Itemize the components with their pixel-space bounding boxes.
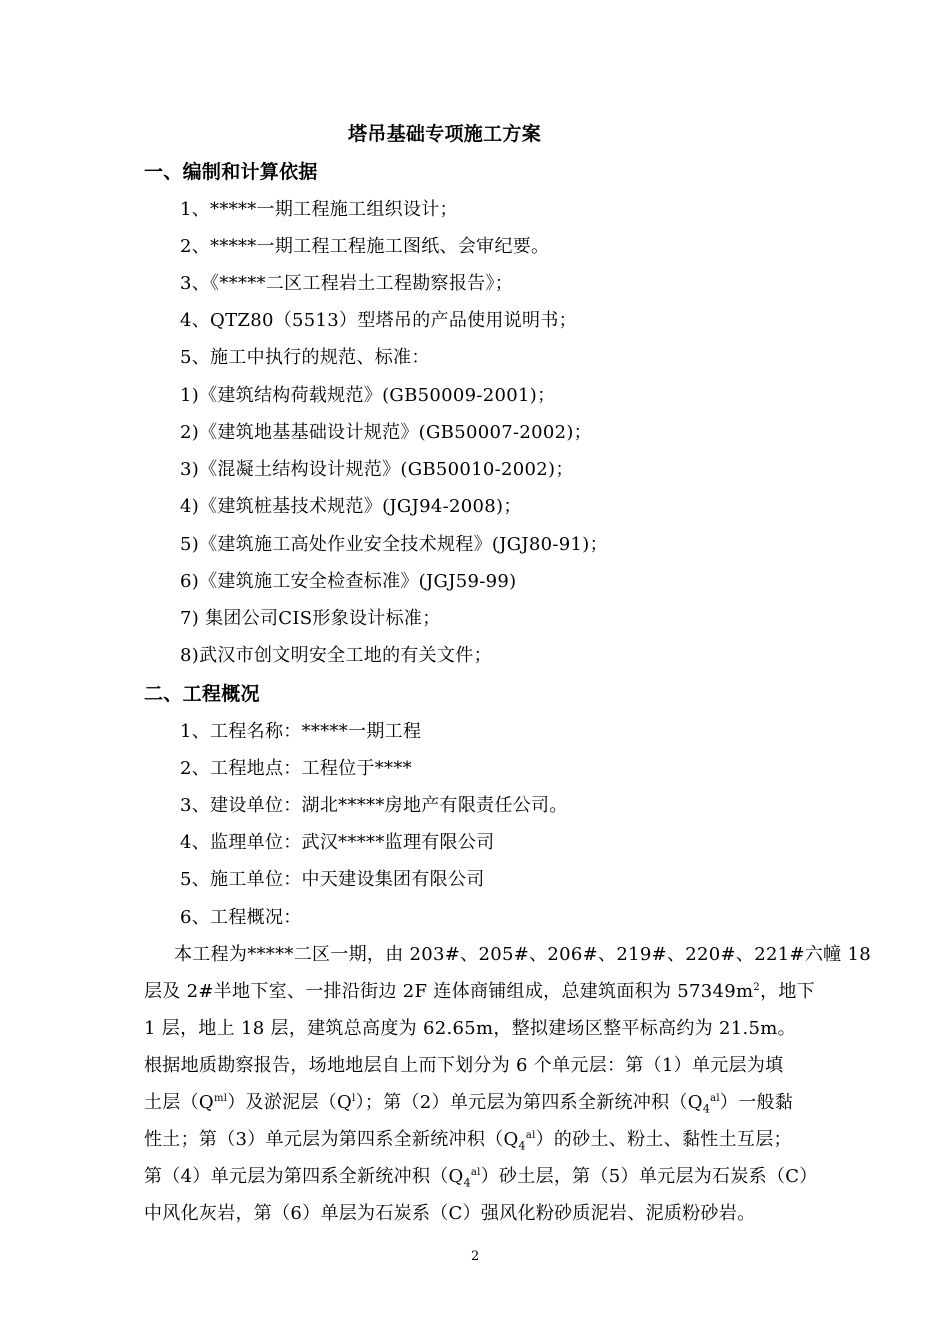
overview-item-4: 4、监理单位：武汉*****监理有限公司 (180, 832, 495, 853)
text-run: 第（4）单元层为第四系全新统冲积（Q (144, 1166, 464, 1187)
document-title: 塔吊基础专项施工方案 (348, 123, 542, 145)
standard-item-6: 6)《建筑施工安全检查标准》(JGJ59-99) (180, 571, 517, 592)
basis-item-3: 3、《*****二区工程岩土工程勘察报告》； (180, 273, 514, 294)
geology-para-line-3 (144, 1128, 792, 1152)
overview-para-line-2-text: 层及 2#半地下室、一排沿街边 2F 连体商铺组成，总建筑面积为 57349m (144, 981, 754, 1002)
standard-item-8: 8)武汉市创文明安全工地的有关文件； (180, 645, 492, 666)
basis-item-5: 5、施工中执行的规范、标准： (180, 347, 430, 368)
text-run: 性土；第（3）单元层为第四系全新统冲积（Q (144, 1129, 519, 1150)
section-heading-overview: 二、工程概况 (144, 683, 260, 705)
basis-item-4: 4、QTZ80（5513）型塔吊的产品使用说明书； (180, 310, 577, 331)
overview-para-line-3: 1 层，地上 18 层，建筑总高度为 62.65m，整拟建场区整平标高约为 21.5m。 (144, 1018, 796, 1039)
overview-para-line-2-tail: ，地下 (760, 981, 815, 1002)
standard-item-2: 2)《建筑地基基础设计规范》(GB50007-2002)； (180, 422, 592, 443)
geology-para-line-4 (144, 1165, 818, 1189)
subscript: 4 (702, 1102, 711, 1116)
overview-item-6: 6、工程概况： (180, 907, 302, 928)
standard-item-5: 5)《建筑施工高处作业安全技术规程》(JGJ80-91)； (180, 534, 608, 555)
overview-item-2: 2、工程地点：工程位于**** (180, 758, 412, 779)
overview-para-line-1: 本工程为*****二区一期，由 203#、205#、206#、219#、220#、221#六幢 18 (174, 944, 871, 965)
geology-para-line-5: 中风化灰岩，第（6）单层为石炭系（C）强风化粉砂质泥岩、泥质粉砂岩。 (144, 1203, 756, 1224)
geology-para-line-1: 根据地质勘察报告，场地地层自上而下划分为 6 个单元层：第（1）单元层为填 (144, 1055, 784, 1076)
superscript: l (352, 1093, 356, 1104)
text-run: ）的砂土、粉土、黏性土互层； (535, 1129, 792, 1150)
text-run: ）砂土层，第（5）单元层为石炭系（C） (480, 1166, 818, 1187)
standard-item-1: 1)《建筑结构荷载规范》(GB50009-2001)； (180, 385, 556, 406)
geology-para-line-2 (144, 1091, 793, 1115)
standard-item-4: 4)《建筑桩基技术规范》(JGJ94-2008)； (180, 496, 522, 517)
text-run: 土层（Q (144, 1092, 214, 1113)
overview-item-3: 3、建设单位：湖北*****房地产有限责任公司。 (180, 795, 568, 816)
superscript: al (525, 1130, 536, 1141)
text-run: ）一般黏 (719, 1092, 794, 1113)
overview-para-line-2 (144, 980, 815, 1004)
superscript: al (710, 1093, 720, 1104)
basis-item-1: 1、*****一期工程施工组织设计； (180, 199, 458, 220)
basis-item-2: 2、*****一期工程工程施工图纸、会审纪要。 (180, 236, 550, 257)
page-number: 2 (471, 1249, 480, 1264)
superscript: al (470, 1167, 481, 1178)
section-heading-basis: 一、编制和计算依据 (144, 161, 318, 183)
superscript: ml (213, 1093, 228, 1104)
text-run: ）；第（2）单元层为第四系全新统冲积（Q (355, 1092, 703, 1113)
area-unit-superscript: 2 (753, 982, 761, 993)
overview-item-1: 1、工程名称：*****一期工程 (180, 721, 422, 742)
subscript: 4 (463, 1176, 471, 1190)
text-run: ）及淤泥层（Q (227, 1092, 353, 1113)
standard-item-7: 7) 集团公司CIS形象设计标准； (180, 608, 441, 629)
subscript: 4 (518, 1139, 526, 1153)
standard-item-3: 3)《混凝土结构设计规范》(GB50010-2002)； (180, 459, 574, 480)
overview-item-5: 5、施工单位：中天建设集团有限公司 (180, 869, 485, 890)
